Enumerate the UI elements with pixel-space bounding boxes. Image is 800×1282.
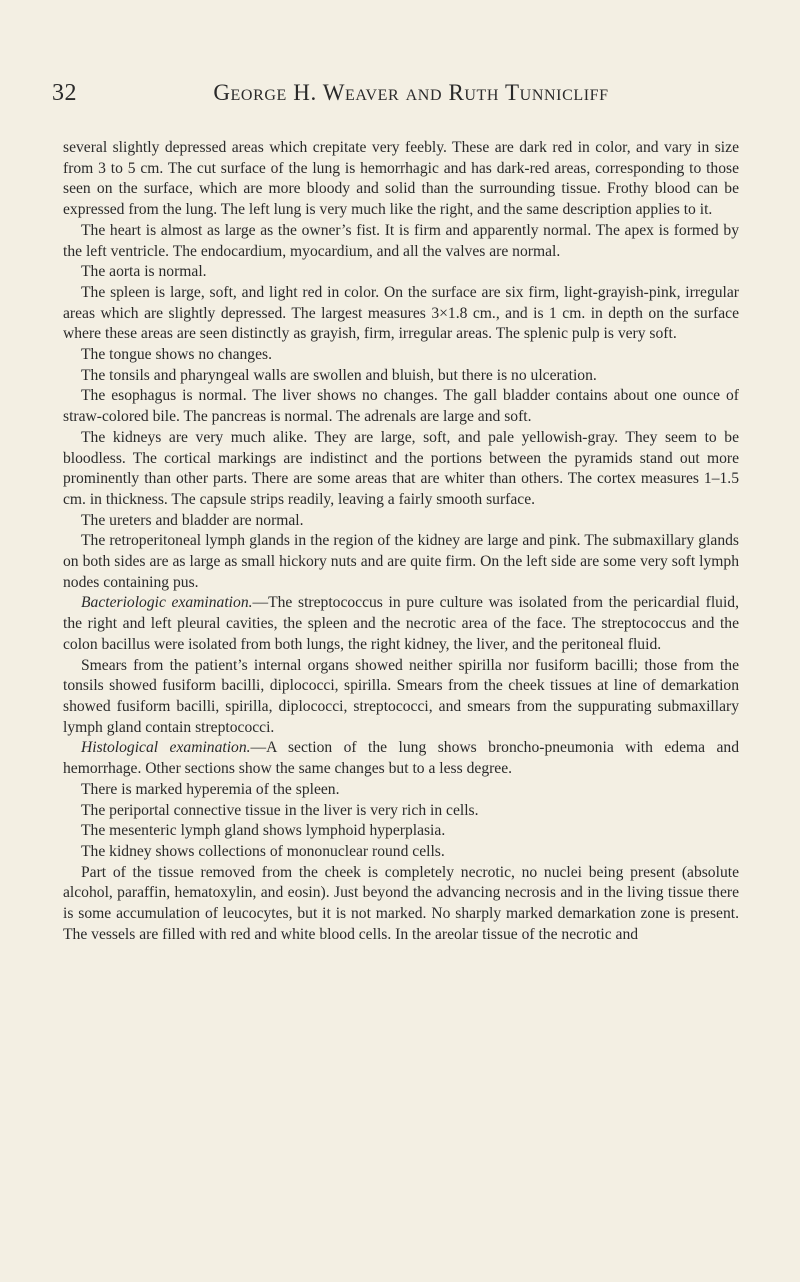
body-text (63, 138, 739, 945)
running-head: George H. Weaver and Ruth Tunnicliff (213, 80, 609, 105)
paragraph (63, 262, 739, 283)
paragraph-text: The tongue shows no changes. (81, 346, 272, 364)
paragraph (63, 138, 739, 221)
paragraph-text: —The streptococcus in pure culture was isolated from the pericardial fluid, the right and left pleural cavities, the spleen and the necrotic area of the face. The streptococcus and the colon bacillus were isolated from both lungs, the right kidney, the liver, and the peritoneal fluid. (63, 594, 739, 653)
paragraph-text: The spleen is large, soft, and light red in color. On the surface are six firm, light-grayish-pink, irregular areas which are slightly depressed. The largest measures 3×1.8 cm., and is 1 cm. in depth on the surface where these areas are seen distinctly as grayish, firm, irregular areas. The splenic pulp is very soft. (63, 283, 739, 343)
paragraph-text: The kidney shows collections of mononuclear round cells. (81, 842, 445, 860)
paragraph-text: Smears from the patient’s internal organs showed neither spirilla nor fusiform bacilli; those from the tonsils showed fusiform bacilli, diplococci, spirilla. Smears from the cheek tissues at line of demarkation showed fusiform bacilli, spirilla, diplococci, streptococci, and smears from the suppurating submaxillary lymph gland contain streptococci. (63, 656, 739, 736)
paragraph (63, 821, 739, 842)
paragraph-lead: Bacteriologic examination. (81, 594, 253, 612)
paragraph-text: There is marked hyperemia of the spleen. (81, 780, 340, 798)
paragraph (63, 780, 739, 801)
paragraph-text: —A section of the lung shows broncho-pneumonia with edema and hemorrhage. Other sections show the same changes but to a less degree. (63, 739, 740, 778)
paragraph (63, 428, 739, 511)
paragraph (63, 842, 739, 863)
paragraph-text: The periportal connective tissue in the liver is very rich in cells. (81, 801, 479, 819)
paragraph-text: several slightly depressed areas which crepitate very feebly. These are dark red in color, and vary in size from 3 to 5 cm. The cut surface of the lung is hemorrhagic and has dark-red areas, corresponding to those seen on the surface, which are more bloody and solid than the surrounding tissue. Frothy blood can be expressed from the lung. The left lung is very much like the right, and the same description applies to it. (63, 139, 739, 219)
paragraph (63, 531, 739, 593)
paragraph (63, 283, 739, 345)
paragraph (63, 738, 739, 779)
paragraph (63, 863, 739, 946)
paragraph-text: The heart is almost as large as the owner’s fist. It is firm and apparently normal. The apex is formed by the left ventricle. The endocardium, myocardium, and all the valves are normal. (63, 221, 739, 260)
paragraph-text: The ureters and bladder are normal. (81, 511, 304, 529)
paragraph-text: The esophagus is normal. The liver shows no changes. The gall bladder contains about one ounce of straw-colored bile. The pancreas is normal. The adrenals are large and soft. (63, 387, 739, 426)
paragraph-lead: Histological examination. (81, 739, 251, 757)
paragraph-text: The kidneys are very much alike. They are large, soft, and pale yellowish-gray. They seem to be bloodless. The cortical markings are indistinct and the portions between the pyramids stand out more prominently than other parts. There are some areas that are whiter than others. The cortex measures 1–1.5 cm. in thickness. The capsule strips readily, leaving a fairly smooth surface. (63, 428, 739, 508)
paragraph-text: Part of the tissue removed from the cheek is completely necrotic, no nuclei being present (absolute alcohol, paraffin, hematoxylin, and eosin). Just beyond the advancing necrosis and in the living tissue there is some accumulation of leucocytes, but it is not marked. No sharply marked demarkation zone is present. The vessels are filled with red and white blood cells. In the areolar tissue of the necrotic and (63, 863, 739, 943)
paragraph-text: The retroperitoneal lymph glands in the region of the kidney are large and pink. The submaxillary glands on both sides are as large as small hickory nuts and are quite firm. On the left side are some very soft lymph nodes containing pus. (63, 532, 739, 591)
paragraph (63, 801, 739, 822)
paragraph (63, 593, 739, 655)
paragraph (63, 386, 739, 427)
paragraph-text: The tonsils and pharyngeal walls are swollen and bluish, but there is no ulceration. (81, 366, 597, 384)
page-header (52, 80, 740, 120)
paragraph (63, 511, 739, 532)
paragraph (63, 366, 739, 387)
paragraph (63, 221, 739, 262)
paragraph-text: The aorta is normal. (81, 263, 207, 281)
paragraph (63, 345, 739, 366)
paragraph-text: The mesenteric lymph gland shows lymphoid hyperplasia. (81, 822, 446, 840)
page-number: 32 (52, 80, 77, 106)
paragraph (63, 656, 739, 739)
